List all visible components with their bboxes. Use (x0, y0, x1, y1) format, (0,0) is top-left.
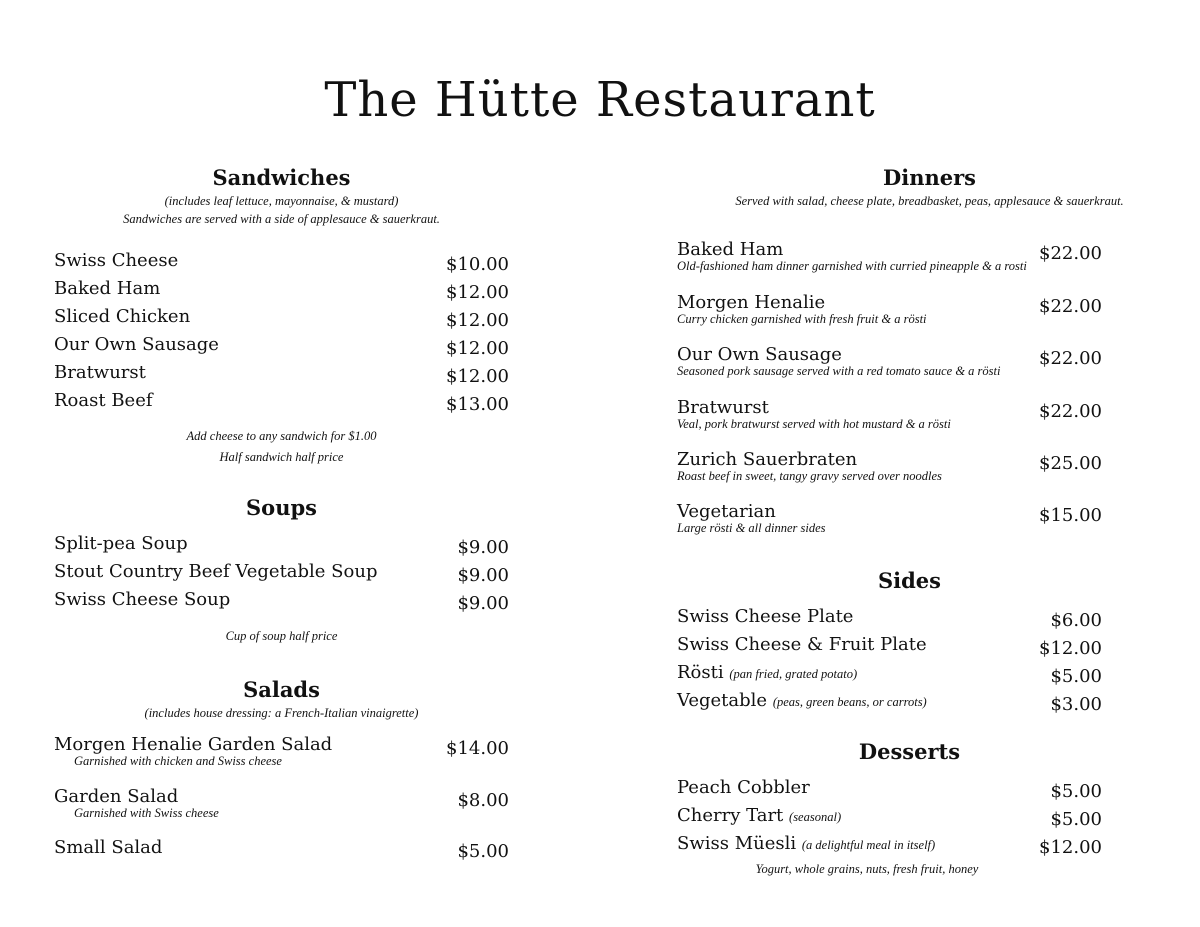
item-name: Swiss Cheese Soup (54, 589, 231, 610)
item-name: Split-pea Soup (54, 533, 188, 554)
item-name (677, 833, 935, 854)
restaurant-title: The Hütte Restaurant (324, 72, 876, 128)
item-description: Curry chicken garnished with fresh fruit & a rösti (677, 312, 927, 326)
item-name: Vegetarian (677, 501, 776, 522)
item-label: Swiss Müesli (677, 833, 797, 854)
item-name (677, 805, 841, 826)
item-note: (pan fried, grated potato) (729, 667, 858, 681)
item-price: $6.00 (1050, 610, 1102, 631)
sandwiches-note: (includes leaf lettuce, mayonnaise, & mustard) (164, 194, 399, 208)
item-price: $5.00 (1050, 666, 1102, 687)
item-note: (seasonal) (789, 810, 842, 824)
item-price: $12.00 (446, 338, 509, 359)
item-label: Cherry Tart (677, 805, 784, 826)
item-name: Baked Ham (54, 278, 161, 299)
item-price: $3.00 (1050, 694, 1102, 715)
item-name: Swiss Cheese (54, 250, 179, 271)
item-price: $15.00 (1039, 505, 1102, 526)
item-price: $9.00 (457, 565, 509, 586)
item-price: $5.00 (1050, 809, 1102, 830)
item-name: Roast Beef (54, 390, 153, 411)
item-name: Bratwurst (54, 362, 146, 383)
item-name: Stout Country Beef Vegetable Soup (54, 561, 378, 582)
item-description: Garnished with Swiss cheese (74, 806, 219, 820)
item-name: Our Own Sausage (54, 334, 219, 355)
item-name: Swiss Cheese Plate (677, 606, 854, 627)
sandwiches-note: Sandwiches are served with a side of applesauce & sauerkraut. (123, 212, 440, 226)
item-price: $5.00 (457, 841, 509, 862)
item-name: Zurich Sauerbraten (677, 449, 858, 470)
item-name (677, 662, 857, 683)
item-name: Peach Cobbler (677, 777, 810, 798)
desserts-heading: Desserts (858, 739, 961, 764)
item-description: Seasoned pork sausage served with a red tomato sauce & a rösti (677, 364, 1001, 378)
desserts-footer: Yogurt, whole grains, nuts, fresh fruit, honey (755, 862, 979, 876)
soups-heading: Soups (246, 495, 317, 520)
item-price: $12.00 (1039, 638, 1102, 659)
dinners-heading: Dinners (883, 165, 976, 190)
dinners-note: Served with salad, cheese plate, breadbasket, peas, applesauce & sauerkraut. (735, 194, 1124, 208)
sides-heading: Sides (877, 568, 941, 593)
item-note: (peas, green beans, or carrots) (772, 695, 927, 709)
item-price: $13.00 (446, 394, 509, 415)
item-label: Rösti (677, 662, 724, 683)
item-description: Garnished with chicken and Swiss cheese (74, 754, 282, 768)
item-name: Morgen Henalie Garden Salad (54, 734, 333, 755)
item-name (677, 690, 927, 711)
item-description: Veal, pork bratwurst served with hot mustard & a rösti (677, 417, 951, 431)
sandwiches-footer: Add cheese to any sandwich for $1.00 (186, 429, 377, 443)
soups-footer: Cup of soup half price (225, 629, 338, 643)
salads-heading: Salads (243, 677, 320, 702)
item-price: $12.00 (446, 282, 509, 303)
item-price: $22.00 (1039, 243, 1102, 264)
sandwiches-footer: Half sandwich half price (219, 450, 344, 464)
item-name: Small Salad (54, 837, 163, 858)
item-name: Our Own Sausage (677, 344, 842, 365)
item-price: $8.00 (457, 790, 509, 811)
item-price: $12.00 (446, 366, 509, 387)
item-price: $10.00 (446, 254, 509, 275)
item-name: Swiss Cheese & Fruit Plate (677, 634, 927, 655)
item-name: Baked Ham (677, 239, 784, 260)
item-label: Vegetable (677, 690, 768, 711)
item-price: $14.00 (446, 738, 509, 759)
item-note: (a delightful meal in itself) (801, 838, 936, 852)
item-price: $22.00 (1039, 401, 1102, 422)
item-price: $9.00 (457, 593, 509, 614)
item-price: $22.00 (1039, 348, 1102, 369)
sandwiches-heading: Sandwiches (212, 165, 351, 190)
item-price: $9.00 (457, 537, 509, 558)
item-price: $5.00 (1050, 781, 1102, 802)
item-name: Sliced Chicken (54, 306, 191, 327)
item-name: Morgen Henalie (677, 292, 826, 313)
item-price: $12.00 (1039, 837, 1102, 858)
item-description: Roast beef in sweet, tangy gravy served over noodles (677, 469, 942, 483)
salads-note: (includes house dressing: a French-Italian vinaigrette) (144, 706, 419, 720)
item-price: $25.00 (1039, 453, 1102, 474)
item-name: Bratwurst (677, 397, 769, 418)
item-description: Old-fashioned ham dinner garnished with curried pineapple & a rosti (677, 259, 1027, 273)
item-price: $22.00 (1039, 296, 1102, 317)
item-name: Garden Salad (54, 786, 179, 807)
item-price: $12.00 (446, 310, 509, 331)
item-description: Large rösti & all dinner sides (677, 521, 826, 535)
